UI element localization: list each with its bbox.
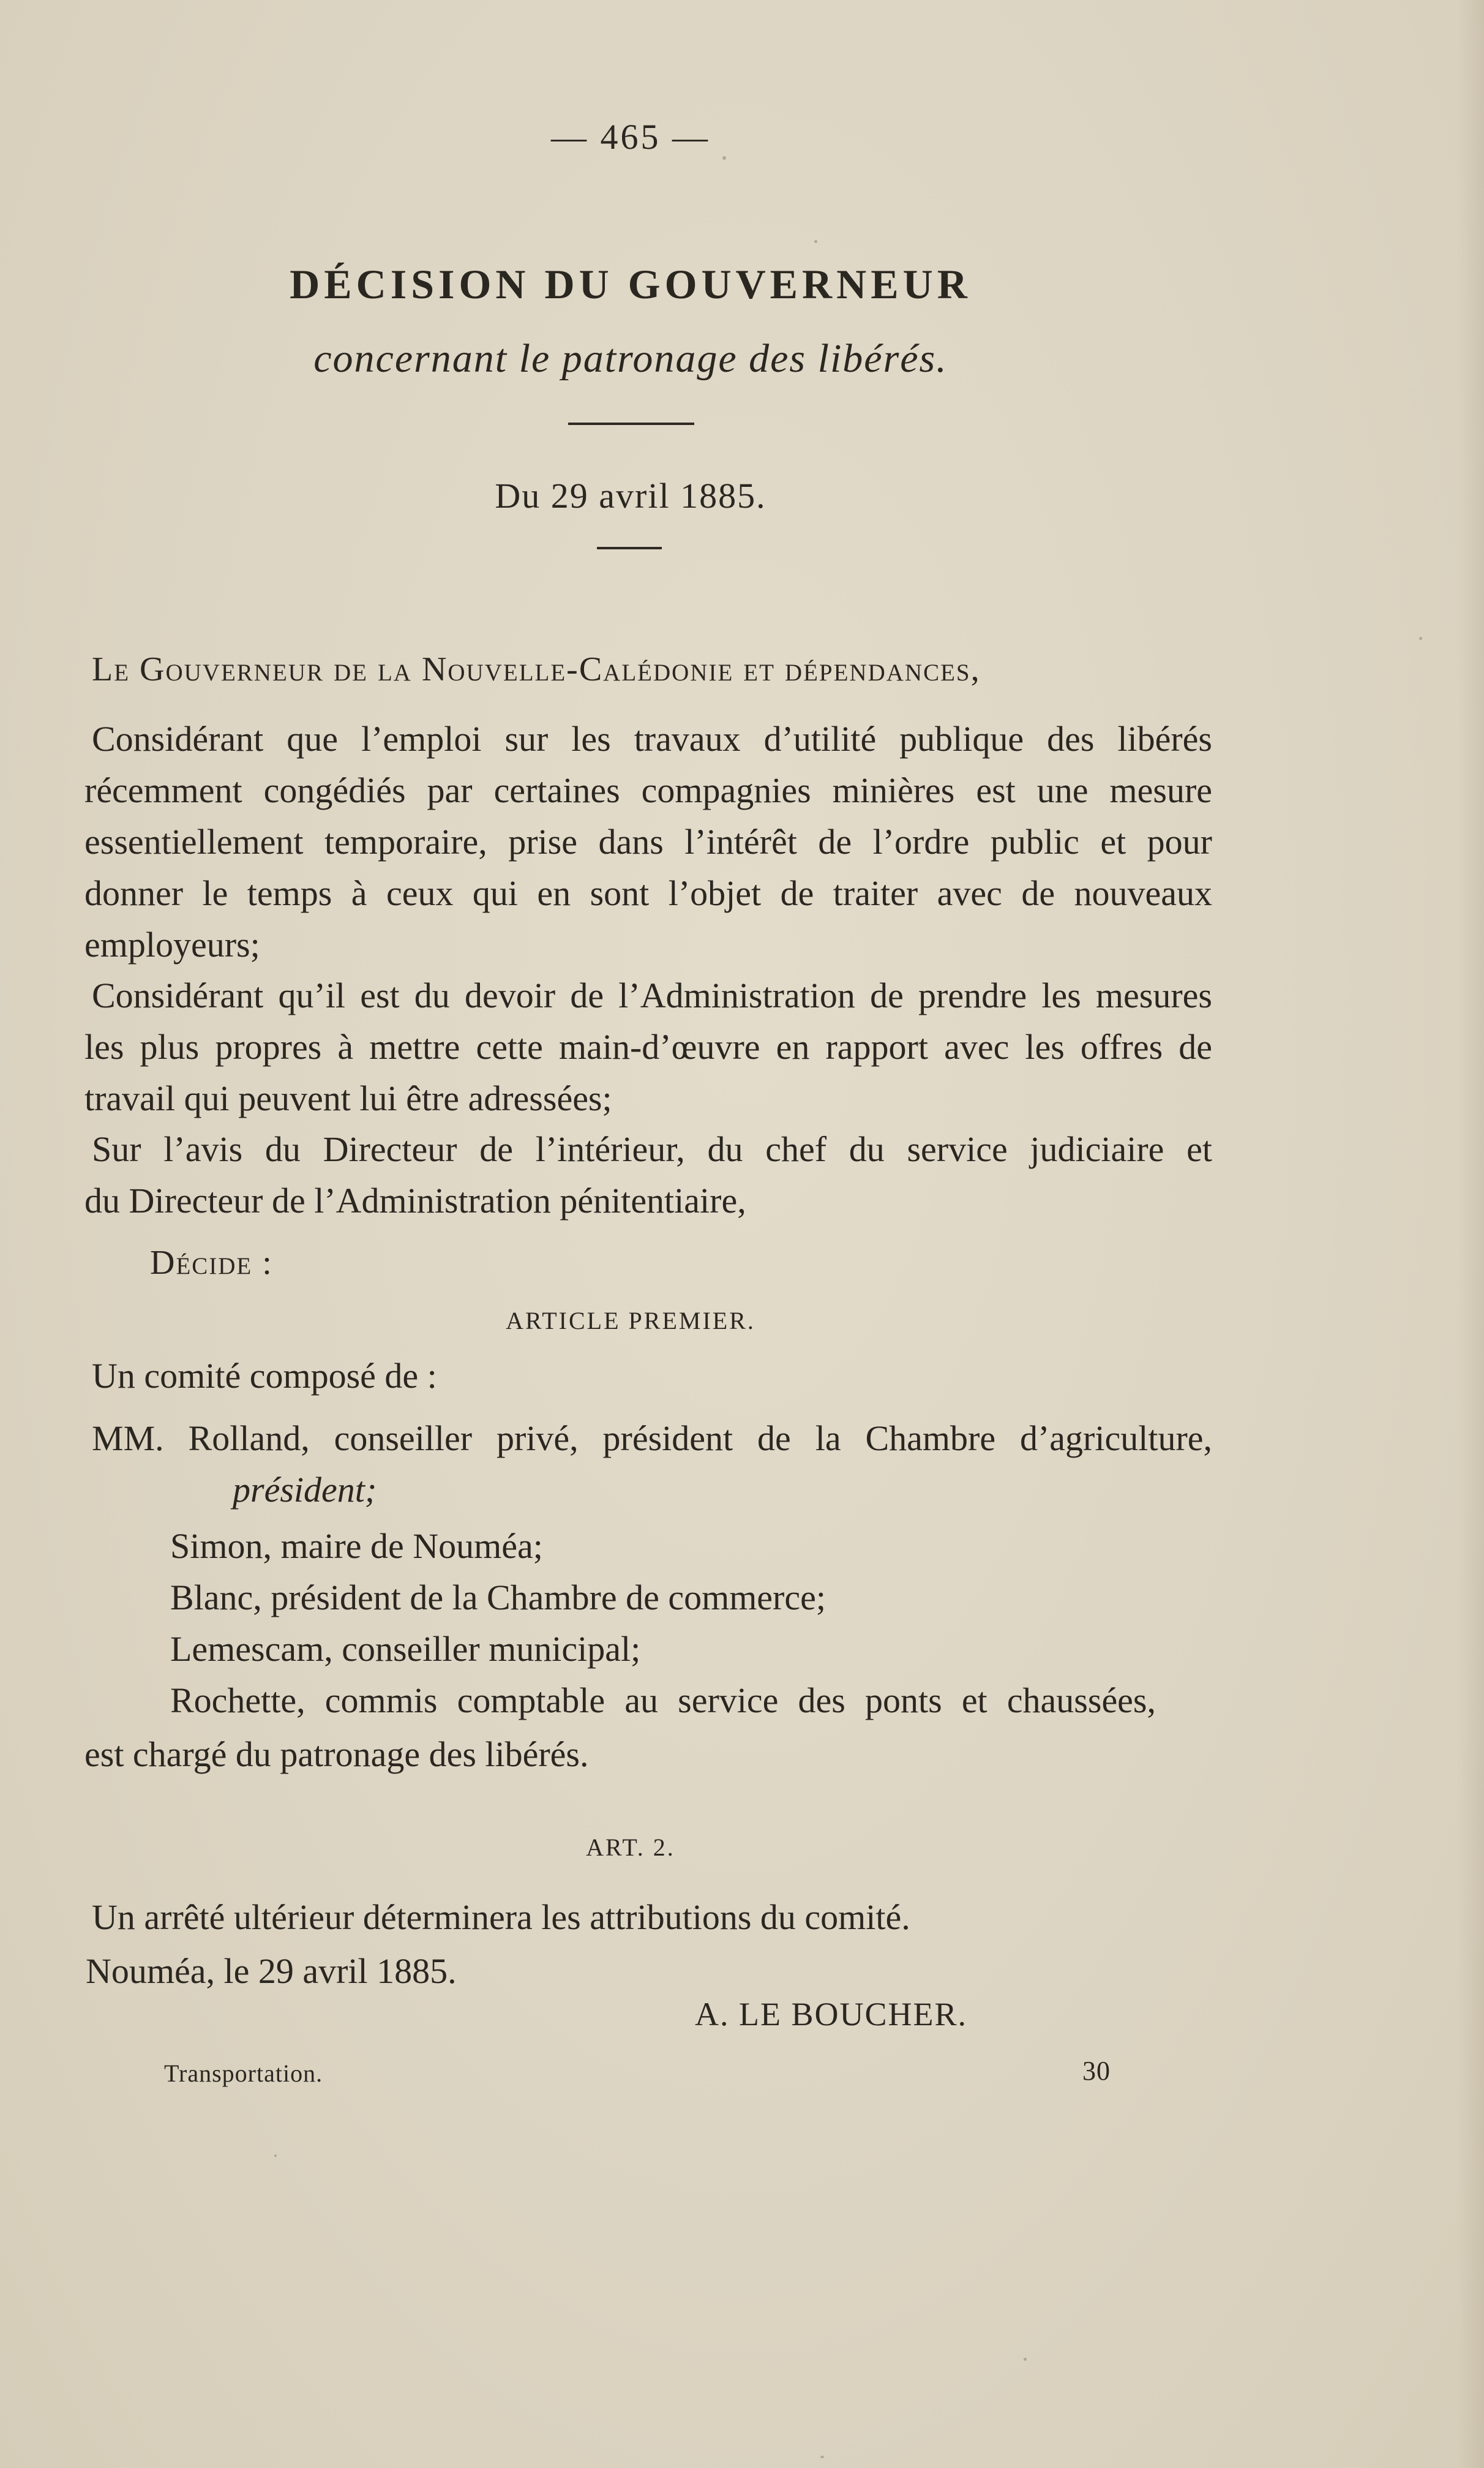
paragraph-line: employeurs; [84,925,260,965]
decide-label: Décide : [150,1244,273,1282]
document-title: DÉCISION DU GOUVERNEUR [290,261,972,307]
page-edge-shadow [1457,0,1484,2468]
preamble: Le Gouverneur de la Nouvelle-Calédonie et dépendances, [92,650,981,688]
footer-collection: Transportation. [164,2060,323,2087]
member-line: Simon, maire de Nouméa; [170,1526,543,1566]
paragraph-line: essentiellement temporaire, prise dans l’intérêt de l’ordre public et pour [84,822,1212,862]
article-2-heading: ART. 2. [586,1834,675,1861]
paper-speck [1419,637,1422,640]
paper-speck [814,240,817,243]
paper-speck [1024,2358,1027,2361]
place-date: Nouméa, le 29 avril 1885. [86,1951,457,1991]
footer-signature-mark: 30 [1082,2056,1111,2086]
paragraph-line: du Directeur de l’Administration pénitentiaire, [84,1181,746,1221]
separator-rule-short [597,547,662,549]
paragraph-line: Considérant qu’il est du devoir de l’Administration de prendre les mesures [92,976,1212,1015]
paragraph-line: travail qui peuvent lui être adressées; [84,1078,612,1118]
document-subtitle: concernant le patronage des libérés. [313,336,948,381]
member-line-continuation: président; [233,1470,377,1510]
page-number: — 465 — [551,117,710,157]
paragraph-line: Considérant que l’emploi sur les travaux d’utilité publique des libérés [92,719,1212,759]
member-line: Blanc, président de la Chambre de commerce; [170,1578,826,1617]
paper-speck [274,2154,277,2157]
member-line: Lemescam, conseiller municipal; [170,1629,641,1669]
member-line: Rochette, commis comptable au service des ponts et chaussées, [170,1680,1156,1720]
date-line: Du 29 avril 1885. [495,476,766,516]
paper-speck [820,2456,824,2458]
article-1-intro: Un comité composé de : [92,1356,437,1396]
paragraph-line: récemment congédiés par certaines compagnies minières est une mesure [84,770,1212,810]
article-1-end: est chargé du patronage des libérés. [84,1734,589,1774]
paragraph-line: donner le temps à ceux qui en sont l’objet de traiter avec de nouveaux [84,873,1212,913]
paragraph-line: Sur l’avis du Directeur de l’intérieur, du chef du service judiciaire et [92,1129,1212,1169]
article-2-text: Un arrêté ultérieur déterminera les attributions du comité. [92,1897,910,1937]
article-1-heading: ARTICLE PREMIER. [506,1307,755,1334]
paragraph-line: les plus propres à mettre cette main-d’œuvre en rapport avec les offres de [84,1027,1212,1067]
signature: A. LE BOUCHER. [695,1996,967,2033]
member-line: MM. Rolland, conseiller privé, président de la Chambre d’agriculture, [92,1418,1212,1458]
paper-speck [722,156,726,160]
separator-rule [568,423,694,425]
